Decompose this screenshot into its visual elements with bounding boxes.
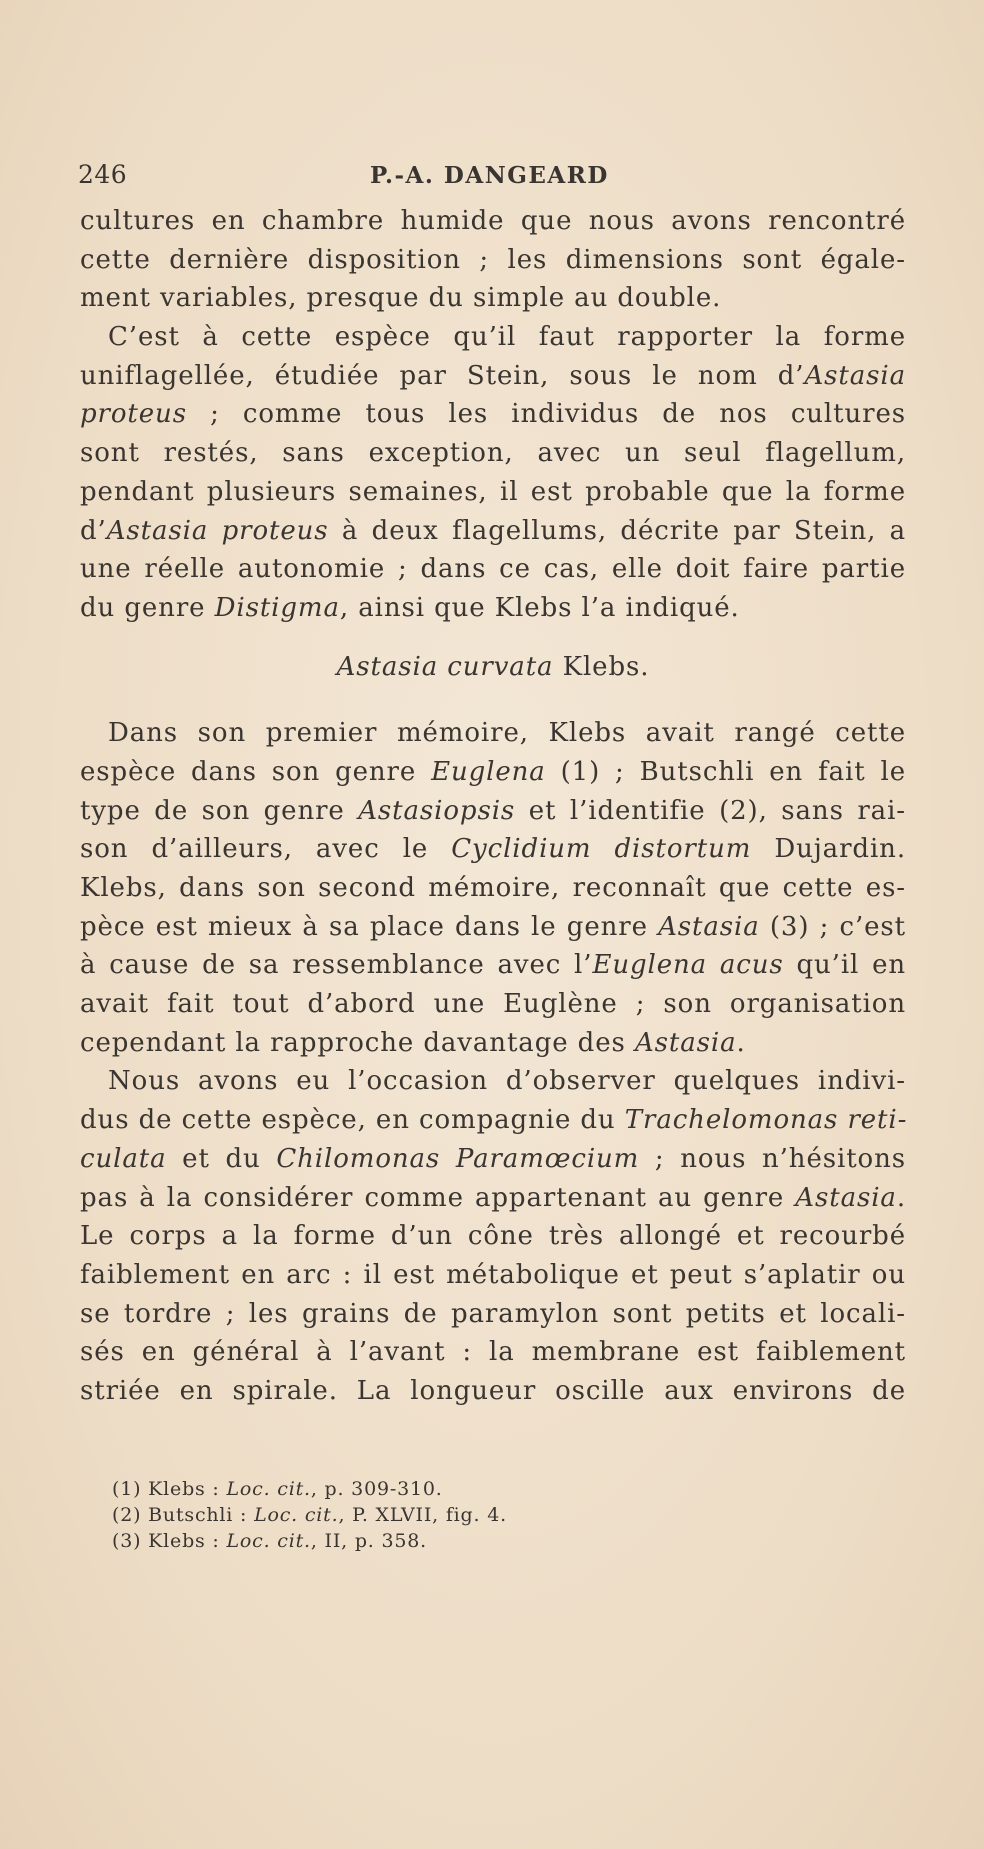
text-line: pèce est mieux à sa place dans le genre Astasia (3) ; c’est xyxy=(80,911,906,942)
text-line: type de son genre Astasiopsis et l’identifie (2), sans rai- xyxy=(80,795,906,826)
text-line: se tordre ; les grains de paramylon sont petits et locali- xyxy=(80,1298,906,1329)
text-line: d’Astasia proteus à deux flagellums, décrite par Stein, a xyxy=(80,515,907,546)
page-header xyxy=(78,160,908,194)
text-line: pendant plusieurs semaines, il est probable que la forme xyxy=(80,476,906,507)
text-line: Dans son premier mémoire, Klebs avait rangé cette xyxy=(108,718,906,749)
text-line: une réelle autonomie ; dans ce cas, elle doit faire partie xyxy=(80,554,906,585)
text-line: avait fait tout d’abord une Euglène ; son organisation xyxy=(80,989,906,1020)
footnotes xyxy=(112,1476,712,1554)
footnote: (2) Butschli : Loc. cit., P. XLVII, fig. 4. xyxy=(112,1504,507,1526)
spacer xyxy=(80,686,906,714)
text-line: cultures en chambre humide que nous avons rencontré xyxy=(80,206,906,236)
text-line: dus de cette espèce, en compagnie du Trachelomonas reti- xyxy=(80,1105,908,1136)
text-line: Nous avons eu l’occasion d’observer quelques indivi- xyxy=(108,1066,906,1097)
text-line: du genre Distigma, ainsi que Klebs l’a indiqué. xyxy=(80,592,740,623)
body-text xyxy=(80,202,906,1411)
text-line: culata et du Chilomonas Paramœcium ; nous n’hésitons xyxy=(80,1143,906,1174)
footnote: (3) Klebs : Loc. cit., II, p. 358. xyxy=(112,1530,427,1552)
text-line: cependant la rapproche davantage des Astasia. xyxy=(80,1027,746,1058)
section-heading: Astasia curvata Klebs. xyxy=(336,651,650,682)
text-line: cette dernière disposition ; les dimensions sont égale- xyxy=(80,244,906,275)
text-line: ment variables, presque du simple au double. xyxy=(80,283,722,314)
running-head: P.-A. DANGEARD xyxy=(370,162,609,189)
text-line: sont restés, sans exception, avec un seul flagellum, xyxy=(80,438,906,469)
text-line: espèce dans son genre Euglena (1) ; Butschli en fait le xyxy=(80,756,906,787)
text-line: à cause de sa ressemblance avec l’Euglena acus qu’il en xyxy=(80,950,906,981)
text-line: C’est à cette espèce qu’il faut rapporter la forme xyxy=(108,322,906,353)
text-line: striée en spirale. La longueur oscille aux environs de xyxy=(80,1375,906,1406)
text-line: faiblement en arc : il est métabolique et peut s’aplatir ou xyxy=(80,1259,906,1290)
page-number: 246 xyxy=(78,160,128,189)
text-line: Klebs, dans son second mémoire, reconnaît que cette es- xyxy=(80,873,906,903)
text-line: pas à la considérer comme appartenant au genre Astasia. xyxy=(80,1182,906,1213)
text-line: proteus ; comme tous les individus de nos cultures xyxy=(80,399,906,430)
text-line: Le corps a la forme d’un cône très allongé et recourbé xyxy=(80,1221,906,1252)
text-line: sés en général à l’avant : la membrane est faiblement xyxy=(80,1337,906,1368)
spacer xyxy=(80,628,906,648)
text-line: son d’ailleurs, avec le Cyclidium distortum Dujardin. xyxy=(80,834,906,865)
footnote: (1) Klebs : Loc. cit., p. 309-310. xyxy=(112,1478,443,1500)
text-line: uniflagellée, étudiée par Stein, sous le nom d’Astasia xyxy=(80,360,906,391)
